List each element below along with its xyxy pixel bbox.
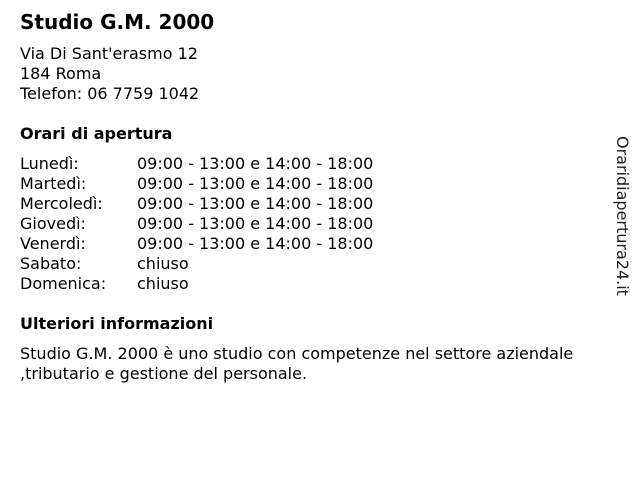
further-info-heading: Ulteriori informazioni <box>20 314 214 333</box>
day-hours: 09:00 - 13:00 e 14:00 - 18:00 <box>137 174 374 193</box>
site-watermark: Oraridiapertura24.it <box>613 136 632 296</box>
hours-row-wednesday <box>20 194 373 214</box>
day-label: Sabato: <box>20 254 82 273</box>
opening-hours-list <box>20 154 373 294</box>
opening-hours-heading: Orari di apertura <box>20 124 173 143</box>
address-block <box>20 44 199 104</box>
day-hours: 09:00 - 13:00 e 14:00 - 18:00 <box>137 154 374 173</box>
day-label: Giovedì: <box>20 214 86 233</box>
day-label: Domenica: <box>20 274 107 293</box>
day-label: Mercoledì: <box>20 194 103 213</box>
hours-row-sunday <box>20 274 373 294</box>
day-hours: 09:00 - 13:00 e 14:00 - 18:00 <box>137 234 374 253</box>
hours-row-tuesday <box>20 174 373 194</box>
day-label: Martedì: <box>20 174 87 193</box>
hours-row-friday <box>20 234 373 254</box>
day-hours: chiuso <box>137 254 189 273</box>
hours-row-monday <box>20 154 373 174</box>
hours-row-thursday <box>20 214 373 234</box>
day-hours: 09:00 - 13:00 e 14:00 - 18:00 <box>137 214 374 233</box>
phone-number: Telefon: 06 7759 1042 <box>20 84 200 103</box>
day-label: Venerdì: <box>20 234 86 253</box>
address-street: Via Di Sant'erasmo 12 <box>20 44 198 63</box>
hours-row-saturday <box>20 254 373 274</box>
business-name: Studio G.M. 2000 <box>20 10 215 34</box>
day-hours: chiuso <box>137 274 189 293</box>
day-label: Lunedì: <box>20 154 79 173</box>
address-city: 184 Roma <box>20 64 102 83</box>
further-info-text: Studio G.M. 2000 è uno studio con competenze nel settore aziendale ,tributario e gestione del personale. <box>20 344 574 383</box>
day-hours: 09:00 - 13:00 e 14:00 - 18:00 <box>137 194 374 213</box>
